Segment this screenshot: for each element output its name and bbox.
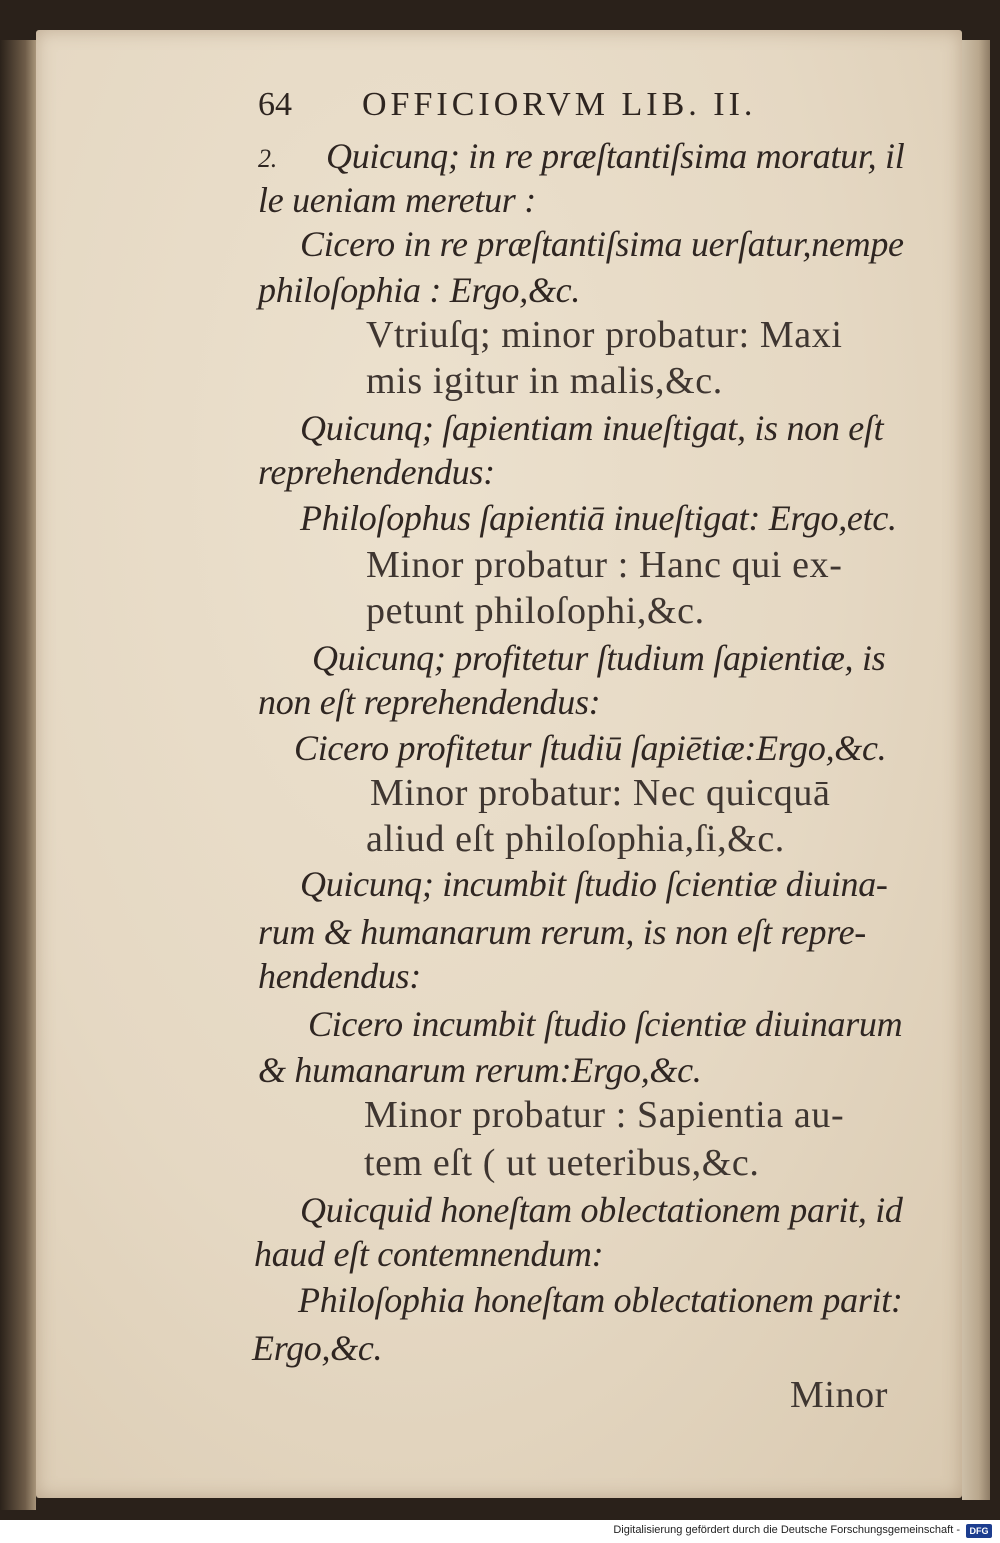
- text-line: Minor probatur : Sapientia au-: [364, 1094, 845, 1136]
- text-line: Vtriuſq; minor probatur: Maxi: [366, 314, 843, 356]
- page-number: 64: [258, 86, 292, 123]
- footer-bar: [0, 1520, 1000, 1543]
- text-line: reprehendendus:: [258, 452, 495, 492]
- text-line: Quicquid honeſtam oblectationem parit, id: [300, 1190, 903, 1230]
- text-line: Philoſophus ſapientiā inueſtigat: Ergo,etc.: [300, 498, 897, 538]
- text-line: Quicunq; incumbit ſtudio ſcientiæ diuina-: [300, 864, 888, 904]
- text-line: philoſophia : Ergo,&c.: [258, 270, 581, 310]
- text-line: hendendus:: [258, 956, 421, 996]
- text-line: petunt philoſophi,&c.: [366, 590, 705, 632]
- text-line: Quicunq; in re præſtantiſsima moratur, il: [326, 136, 905, 176]
- text-line: 2.: [258, 144, 277, 173]
- text-line: tem eſt ( ut ueteribus,&c.: [364, 1142, 760, 1184]
- text-line: & humanarum rerum:Ergo,&c.: [258, 1050, 702, 1090]
- running-title: OFFICIORVM LIB. II.: [362, 86, 757, 123]
- text-line: Cicero profitetur ſtudiū ſapiētiæ:Ergo,&c.: [294, 728, 887, 768]
- text-line: Philoſophia honeſtam oblectationem parit:: [298, 1280, 903, 1320]
- text-line: Quicunq; ſapientiam inueſtigat, is non eſt: [300, 408, 884, 448]
- text-line: aliud eſt philoſophia,ſi,&c.: [366, 818, 785, 860]
- text-line: le ueniam meretur :: [258, 180, 536, 220]
- text-line: Minor probatur : Hanc qui ex-: [366, 544, 843, 586]
- text-line: haud eſt contemnendum:: [254, 1234, 604, 1274]
- text-line: Minor probatur: Nec quicquā: [370, 772, 831, 814]
- text-line: Quicunq; profitetur ſtudium ſapientiæ, is: [312, 638, 886, 678]
- text-line: non eſt reprehendendus:: [258, 682, 601, 722]
- text-line: mis igitur in malis,&c.: [366, 360, 723, 402]
- text-line: rum & humanarum rerum, is non eſt repre-: [258, 912, 866, 952]
- catchword: Minor: [790, 1374, 888, 1416]
- text-line: Cicero in re præſtantiſsima uerſatur,nempe: [300, 224, 904, 264]
- footer-credit: Digitalisierung gefördert durch die Deutsche Forschungsgemeinschaft -: [613, 1524, 960, 1536]
- dfg-logo[interactable]: DFG: [966, 1524, 992, 1538]
- text-line: Ergo,&c.: [252, 1328, 383, 1368]
- text-line: Cicero incumbit ſtudio ſcientiæ diuinarum: [308, 1004, 903, 1044]
